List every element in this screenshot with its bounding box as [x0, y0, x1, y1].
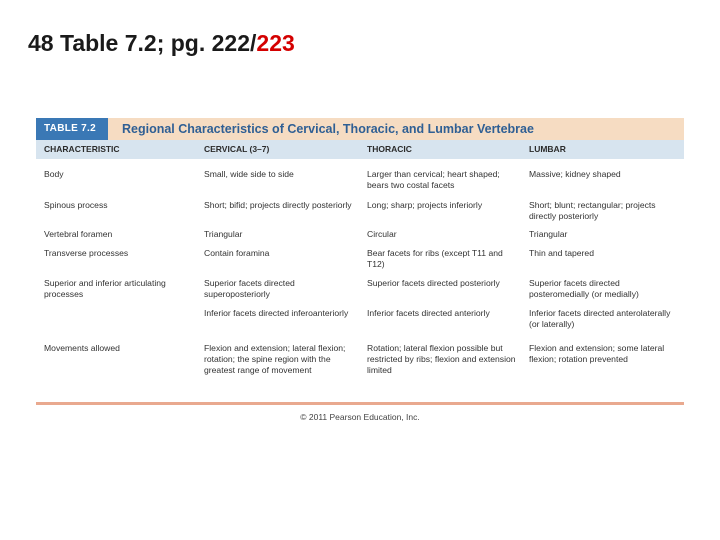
- table-cell: Small, wide side to side: [204, 169, 294, 179]
- table-cell: Superior facets directed posteromedially (or medially): [529, 278, 639, 299]
- slide-title: [28, 30, 295, 57]
- column-header-characteristic: CHARACTERISTIC: [44, 144, 120, 154]
- table-cell: Larger than cervical; heart shaped; bears two costal facets: [367, 169, 500, 190]
- table-cell: Superior facets directed posteriorly: [367, 278, 500, 288]
- column-header-thoracic: THORACIC: [367, 144, 412, 154]
- table-cell: Flexion and extension; some lateral flexion; rotation prevented: [529, 343, 665, 364]
- table-cell: Inferior facets directed inferoanteriorly: [204, 308, 349, 318]
- table-cell: Short; bifid; projects directly posteriorly: [204, 200, 352, 210]
- table-cell: Superior facets directed superoposteriorly: [204, 278, 295, 299]
- table-cell: Triangular: [529, 229, 568, 239]
- vertebrae-table: [36, 118, 684, 422]
- slide-title-text: 48 Table 7.2; pg. 222/: [28, 30, 257, 56]
- table-cell: Inferior facets directed anteriorly: [367, 308, 490, 318]
- table-cell: Flexion and extension; lateral flexion; rotation; the spine region with the greatest range of movement: [204, 343, 346, 375]
- table-body: [36, 159, 684, 422]
- table-cell: Vertebral foramen: [44, 229, 113, 239]
- table-cell: Superior and inferior articulating processes: [44, 278, 166, 299]
- table-badge: TABLE 7.2: [36, 118, 108, 140]
- table-cell: Bear facets for ribs (except T11 and T12): [367, 248, 503, 269]
- column-header-cervical: CERVICAL (3–7): [204, 144, 270, 154]
- column-header-row: [36, 140, 684, 159]
- table-cell: Transverse processes: [44, 248, 129, 258]
- table-cell: Short; blunt; rectangular; projects directly posteriorly: [529, 200, 656, 221]
- table-cell: Triangular: [204, 229, 243, 239]
- slide-title-highlight: 223: [256, 30, 295, 56]
- table-cell: Contain foramina: [204, 248, 270, 258]
- table-cell: Inferior facets directed anterolaterally (or laterally): [529, 308, 671, 329]
- table-cell: Body: [44, 169, 64, 179]
- copyright-notice: © 2011 Pearson Education, Inc.: [300, 412, 420, 422]
- table-cell: Movements allowed: [44, 343, 120, 353]
- table-header-bar: [36, 118, 684, 140]
- table-cell: Long; sharp; projects inferiorly: [367, 200, 483, 210]
- table-bottom-rule: [36, 402, 684, 405]
- column-header-lumbar: LUMBAR: [529, 144, 566, 154]
- table-cell: Spinous process: [44, 200, 108, 210]
- table-cell: Massive; kidney shaped: [529, 169, 621, 179]
- table-cell: Rotation; lateral flexion possible but restricted by ribs; flexion and extension limited: [367, 343, 516, 375]
- table-cell: Thin and tapered: [529, 248, 594, 258]
- table-cell: Circular: [367, 229, 397, 239]
- table-caption: Regional Characteristics of Cervical, Thoracic, and Lumbar Vertebrae: [122, 122, 534, 136]
